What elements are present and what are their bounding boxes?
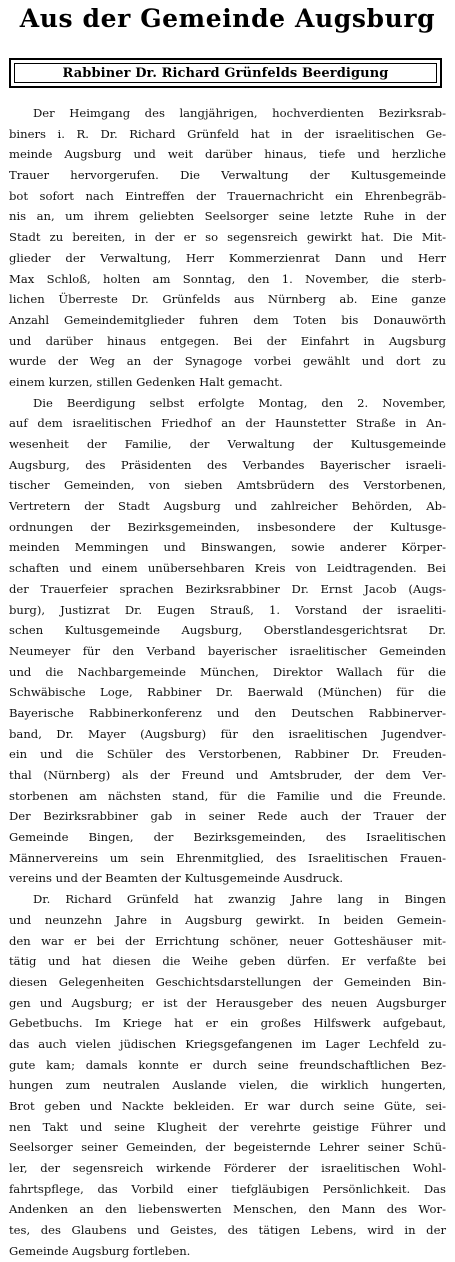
- article-line: Gemeinde Bingen, der Bezirksgemeinden, des Israelitischen: [9, 830, 446, 845]
- article-line: auf dem israelitischen Friedhof an der Haunstetter Straße in An-: [9, 416, 446, 431]
- article-line: Anzahl Gemeindemitglieder fuhren dem Toten bis Donauwörth: [9, 312, 446, 327]
- article-line: Neumeyer für den Verband bayerischer israelitischer Gemeinden: [9, 643, 446, 658]
- article-line: Die Beerdigung selbst erfolgte Montag, den 2. November,: [33, 395, 446, 410]
- article-line: wesenheit der Familie, der Verwaltung der Kultusgemeinde: [9, 437, 446, 451]
- article-line: Max Schloß, holten am Sonntag, den 1. November, die sterb-: [9, 271, 446, 286]
- article-line: Brot geben und Nackte bekleiden. Er war durch seine Güte, sei-: [9, 1099, 446, 1113]
- article-line: ler, der segensreich wirkende Förderer der israelitischen Wohl-: [9, 1161, 446, 1176]
- article-line: und darüber hinaus entgegen. Bei der Einfahrt in Augsburg: [9, 333, 446, 348]
- article-body: [9, 103, 446, 1262]
- article-line: Gebetbuchs. Im Kriege hat er ein großes Hilfswerk aufgebaut,: [9, 1016, 446, 1031]
- article-line: ein und die Schüler des Verstorbenen, Rabbiner Dr. Freuden-: [9, 747, 446, 762]
- article-line: thal (Nürnberg) als der Freund und Amtsbruder, der dem Ver-: [9, 768, 446, 782]
- article-line: und die Nachbargemeinde München, Direktor Wallach für die: [9, 664, 446, 679]
- article-line: Der Bezirksrabbiner gab in seiner Rede auch der Trauer der: [9, 809, 446, 824]
- article-line: Gemeinde Augsburg fortleben.: [9, 1243, 191, 1258]
- article-line: Stadt zu bereiten, in der er so segensreich gewirkt hat. Die Mit-: [9, 230, 446, 245]
- article-line: bot sofort nach Eintreffen der Trauernachricht ein Ehrenbegräb-: [9, 188, 446, 203]
- article-line: storbenen am nächsten stand, für die Familie und die Freunde.: [9, 788, 446, 803]
- article-paragraph: [9, 889, 446, 1261]
- article-line: tätig und hat diesen die Weihe geben dürfen. Er verfaßte bei: [9, 954, 446, 969]
- article-line: biners i. R. Dr. Richard Grünfeld hat in der israelitischen Ge-: [9, 126, 446, 141]
- article-line: Augsburg, des Präsidenten des Verbandes Bayerischer israeli-: [9, 457, 446, 472]
- article-line: hungen zum neutralen Auslande vielen, die wirklich hungerten,: [9, 1078, 446, 1093]
- article-line: lichen Überreste Dr. Grünfelds aus Nürnberg ab. Eine ganze: [9, 292, 446, 307]
- article-line: Dr. Richard Grünfeld hat zwanzig Jahre lang in Bingen: [33, 892, 446, 907]
- article-line: schaften und einem unübersehbaren Kreis von Leidtragenden. Bei: [9, 561, 446, 576]
- article-line: einem kurzen, stillen Gedenken Halt gemacht.: [9, 374, 283, 389]
- article-title: Rabbiner Dr. Richard Grünfelds Beerdigung: [62, 65, 389, 81]
- article-line: Vertretern der Stadt Augsburg und zahlreicher Behörden, Ab-: [9, 499, 446, 514]
- article-line: tes, des Glaubens und Geistes, des tätigen Lebens, wird in der: [9, 1223, 446, 1238]
- article-line: diesen Gelegenheiten Geschichtsdarstellungen der Gemeinden Bin-: [9, 974, 446, 989]
- article-line: meinden Memmingen und Binswangen, sowie anderer Körper-: [9, 540, 446, 555]
- article-line: band, Dr. Mayer (Augsburg) für den israelitischen Jugendver-: [9, 726, 446, 741]
- article-line: Seelsorger seiner Gemeinden, der begeisternde Lehrer seiner Schü-: [9, 1140, 446, 1155]
- article-line: wurde der Weg an der Synagoge vorbei gewählt und dort zu: [9, 354, 446, 369]
- article-line: vereins und der Beamten der Kultusgemeinde Ausdruck.: [9, 871, 344, 886]
- article-line: das auch vielen jüdischen Kriegsgefangenen im Lager Lechfeld zu-: [9, 1036, 446, 1051]
- article-line: nen Takt und seine Klugheit der verehrte geistige Führer und: [9, 1119, 446, 1134]
- article-line: Der Heimgang des langjährigen, hochverdienten Bezirksrab-: [33, 106, 446, 120]
- article-line: Trauer hervorgerufen. Die Verwaltung der Kultusgemeinde: [9, 168, 446, 183]
- article-line: gute kam; damals konnte er durch seine freundschaftlichen Bez-: [9, 1057, 446, 1072]
- section-headline: Aus der Gemeinde Augsburg: [19, 4, 436, 33]
- article-line: glieder der Verwaltung, Herr Kommerzienrat Dann und Herr: [9, 250, 446, 265]
- article-line: den war er bei der Errichtung schöner, neuer Gotteshäuser mit-: [9, 933, 446, 948]
- article-title-inner-frame: [14, 63, 437, 83]
- article-line: Andenken an den liebenswerten Menschen, den Mann des Wor-: [9, 1202, 446, 1217]
- article-line: tischer Gemeinden, von sieben Amtsbrüdern des Verstorbenen,: [9, 478, 446, 493]
- article-paragraph: [9, 103, 446, 393]
- article-line: Schwäbische Loge, Rabbiner Dr. Baerwald (München) für die: [9, 685, 446, 700]
- article-line: schen Kultusgemeinde Augsburg, Oberstlandesgerichtsrat Dr.: [9, 623, 446, 638]
- article-line: fahrtspflege, das Vorbild einer tiefgläubigen Persönlichkeit. Das: [9, 1181, 446, 1196]
- article-line: Männervereins um sein Ehrenmitglied, des Israelitischen Frauen-: [9, 850, 446, 865]
- article-line: burg), Justizrat Dr. Eugen Strauß, 1. Vorstand der israeliti-: [9, 602, 446, 617]
- article-line: meinde Augsburg und weit darüber hinaus, tiefe und herzliche: [9, 147, 446, 162]
- article-paragraph: [9, 393, 446, 890]
- article-title-box: [9, 58, 442, 88]
- article-line: der Trauerfeier sprachen Bezirksrabbiner Dr. Ernst Jacob (Augs-: [9, 581, 446, 596]
- article-line: und neunzehn Jahre in Augsburg gewirkt. In beiden Gemein-: [9, 912, 446, 927]
- article-line: nis an, um ihrem geliebten Seelsorger seine letzte Ruhe in der: [9, 209, 446, 224]
- article-line: Bayerische Rabbinerkonferenz und den Deutschen Rabbinerver-: [9, 705, 446, 720]
- article-line: ordnungen der Bezirksgemeinden, insbesondere der Kultusge-: [9, 519, 446, 534]
- article-line: gen und Augsburg; er ist der Herausgeber des neuen Augsburger: [9, 995, 446, 1010]
